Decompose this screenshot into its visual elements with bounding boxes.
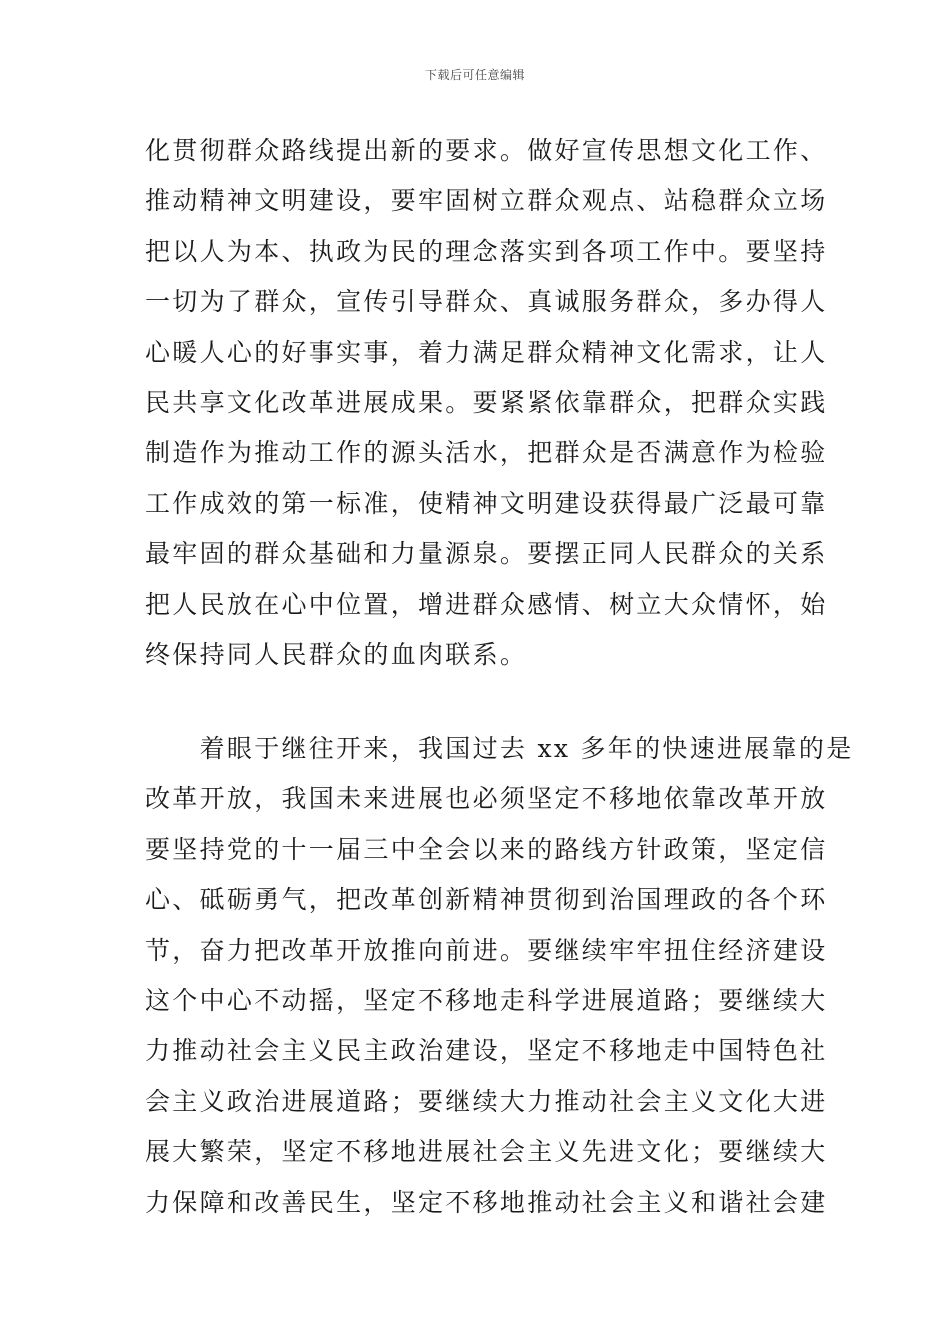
- text-line: 展大繁荣，坚定不移地进展社会主义先进文化；要继续大: [145, 1137, 828, 1167]
- text-line: 会主义政治进展道路；要继续大力推动社会主义文化大进: [145, 1086, 828, 1116]
- text-line: 心、砥砺勇气，把改革创新精神贯彻到治国理政的各个环: [145, 885, 828, 915]
- text-line: 工作成效的第一标准，使精神文明建设获得最广泛最可靠: [145, 488, 828, 518]
- text-line: 着眼于继往开来，我国过去 xx 多年的快速进展靠的是: [145, 734, 854, 763]
- text-line: 这个中心不动摇，坚定不移地走科学进展道路；要继续大: [145, 985, 828, 1015]
- text-line: 力保障和改善民生，坚定不移地推动社会主义和谐社会建: [145, 1187, 828, 1217]
- text-line: 制造作为推动工作的源头活水，把群众是否满意作为检验: [145, 438, 828, 468]
- page-header: 下载后可任意编辑: [424, 68, 525, 82]
- text-line: 推动精神文明建设，要牢固树立群众观点、站稳群众立场: [145, 186, 828, 216]
- text-line: 要坚持党的十一届三中全会以来的路线方针政策，坚定信: [145, 834, 828, 864]
- text-line: 终保持同人民群众的血肉联系。: [145, 639, 528, 669]
- text-line: 心暖人心的好事实事，着力满足群众精神文化需求，让人: [145, 337, 828, 367]
- text-line: 改革开放，我国未来进展也必须坚定不移地依靠改革开放: [145, 784, 828, 814]
- text-line: 节，奋力把改革开放推向前进。要继续牢牢扭住经济建设: [145, 935, 828, 965]
- text-line: 力推动社会主义民主政治建设，坚定不移地走中国特色社: [145, 1036, 828, 1066]
- paragraph-1: [145, 126, 828, 680]
- text-line: 民共享文化改革进展成果。要紧紧依靠群众，把群众实践: [145, 387, 828, 417]
- paragraph-2: [145, 724, 854, 1228]
- text-line: 把以人为本、执政为民的理念落实到各项工作中。要坚持: [145, 236, 828, 266]
- text-line: 最牢固的群众基础和力量源泉。要摆正同人民群众的关系: [145, 539, 828, 569]
- text-line: 一切为了群众，宣传引导群众、真诚服务群众，多办得人: [145, 287, 828, 317]
- text-line: 化贯彻群众路线提出新的要求。做好宣传思想文化工作、: [145, 136, 828, 165]
- text-line: 把人民放在心中位置，增进群众感情、树立大众情怀，始: [145, 589, 828, 619]
